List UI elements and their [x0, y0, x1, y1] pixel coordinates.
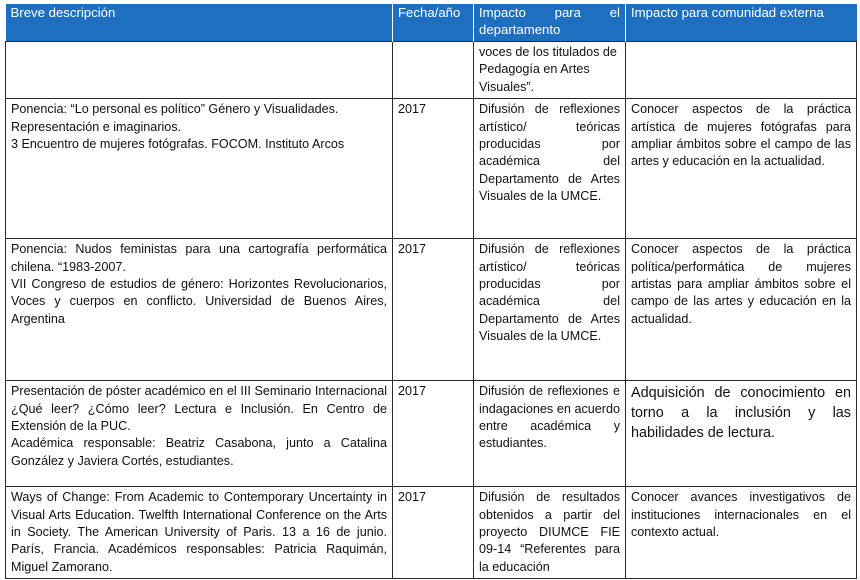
descripcion-line: Ponencia: Nudos feministas para una cartografía performática chilena. “1983-2007. — [11, 242, 387, 274]
table-row — [6, 42, 857, 99]
descripcion-line: Ways of Change: From Academic to Contemporary Uncertainty in Visual Arts Education. Twelfth International Conference on the Arts in Society. The American University of Paris. 13 a 16 de junio. París, Francia. Académicos responsables: Patricia Raquimán, Miguel Zamorano. — [11, 490, 387, 574]
cell-fecha: 2017 — [393, 239, 474, 381]
table-row — [6, 487, 857, 579]
cell-descripcion — [6, 42, 393, 99]
header-impacto-departamento: Impacto para el departamento — [474, 4, 626, 42]
cell-fecha: 2017 — [393, 487, 474, 579]
cell-descripcion — [6, 99, 393, 239]
activities-table — [5, 4, 857, 579]
cell-impacto-comunidad: Conocer aspectos de la práctica política/performática de mujeres artistas para ampliar ámbitos sobre el campo de las artes y educación en la actualidad. — [626, 239, 857, 381]
descripcion-line: VII Congreso de estudios de género: Horizontes Revolucionarios, Voces y cuerpos en conflicto. Universidad de Buenos Aires, Argentina — [11, 277, 387, 326]
header-impacto-comunidad: Impacto para comunidad externa — [626, 4, 857, 42]
table-row — [6, 239, 857, 381]
cell-impacto-comunidad — [626, 42, 857, 99]
header-row — [6, 4, 857, 42]
cell-descripcion — [6, 487, 393, 579]
table-row — [6, 381, 857, 487]
descripcion-line: 3 Encuentro de mujeres fotógrafas. FOCOM. Instituto Arcos — [11, 137, 345, 152]
cell-impacto-comunidad: Conocer aspectos de la práctica artística de mujeres fotógrafas para ampliar ámbitos sobre el campo de las artes y educación en la actualidad. — [626, 99, 857, 239]
cell-descripcion — [6, 239, 393, 381]
cell-fecha: 2017 — [393, 381, 474, 487]
descripcion-line: Ponencia: “Lo personal es político” Género y Visualidades. Representación e imaginarios. — [11, 102, 339, 134]
cell-impacto-departamento: Difusión de reflexiones artístico/ teóricas producidas por académica del Departamento de Artes Visuales de la UMCE. — [474, 239, 626, 381]
cell-descripcion — [6, 381, 393, 487]
descripcion-line: Presentación de póster académico en el III Seminario Internacional ¿Qué leer? ¿Cómo leer? Lectura e Inclusión. En Centro de Extensión de la PUC. — [11, 384, 387, 434]
cell-impacto-departamento: Difusión de reflexiones e indagaciones en acuerdo entre académica y estudiantes. — [474, 381, 626, 487]
cell-fecha — [393, 42, 474, 99]
cell-impacto-departamento: voces de los titulados de Pedagogía en Artes Visuales”. — [474, 42, 626, 99]
header-breve-descripcion: Breve descripción — [6, 4, 393, 42]
descripcion-line: Académica responsable: Beatriz Casabona, junto a Catalina González y Javiera Cortés, estudiantes. — [11, 436, 387, 468]
table-row — [6, 99, 857, 239]
cell-impacto-departamento: Difusión de reflexiones artístico/ teóricas producidas por académica del Departamento de Artes Visuales de la UMCE. — [474, 99, 626, 239]
cell-fecha: 2017 — [393, 99, 474, 239]
header-fecha: Fecha/año — [393, 4, 474, 42]
cell-impacto-departamento: Difusión de resultados obtenidos a partir del proyecto DIUMCE FIE 09-14 “Referentes para la educación — [474, 487, 626, 579]
cell-impacto-comunidad: Adquisición de conocimiento en torno a la inclusión y las habilidades de lectura. — [626, 381, 857, 487]
cell-impacto-comunidad: Conocer avances investigativos de instituciones internacionales en el contexto actual. — [626, 487, 857, 579]
